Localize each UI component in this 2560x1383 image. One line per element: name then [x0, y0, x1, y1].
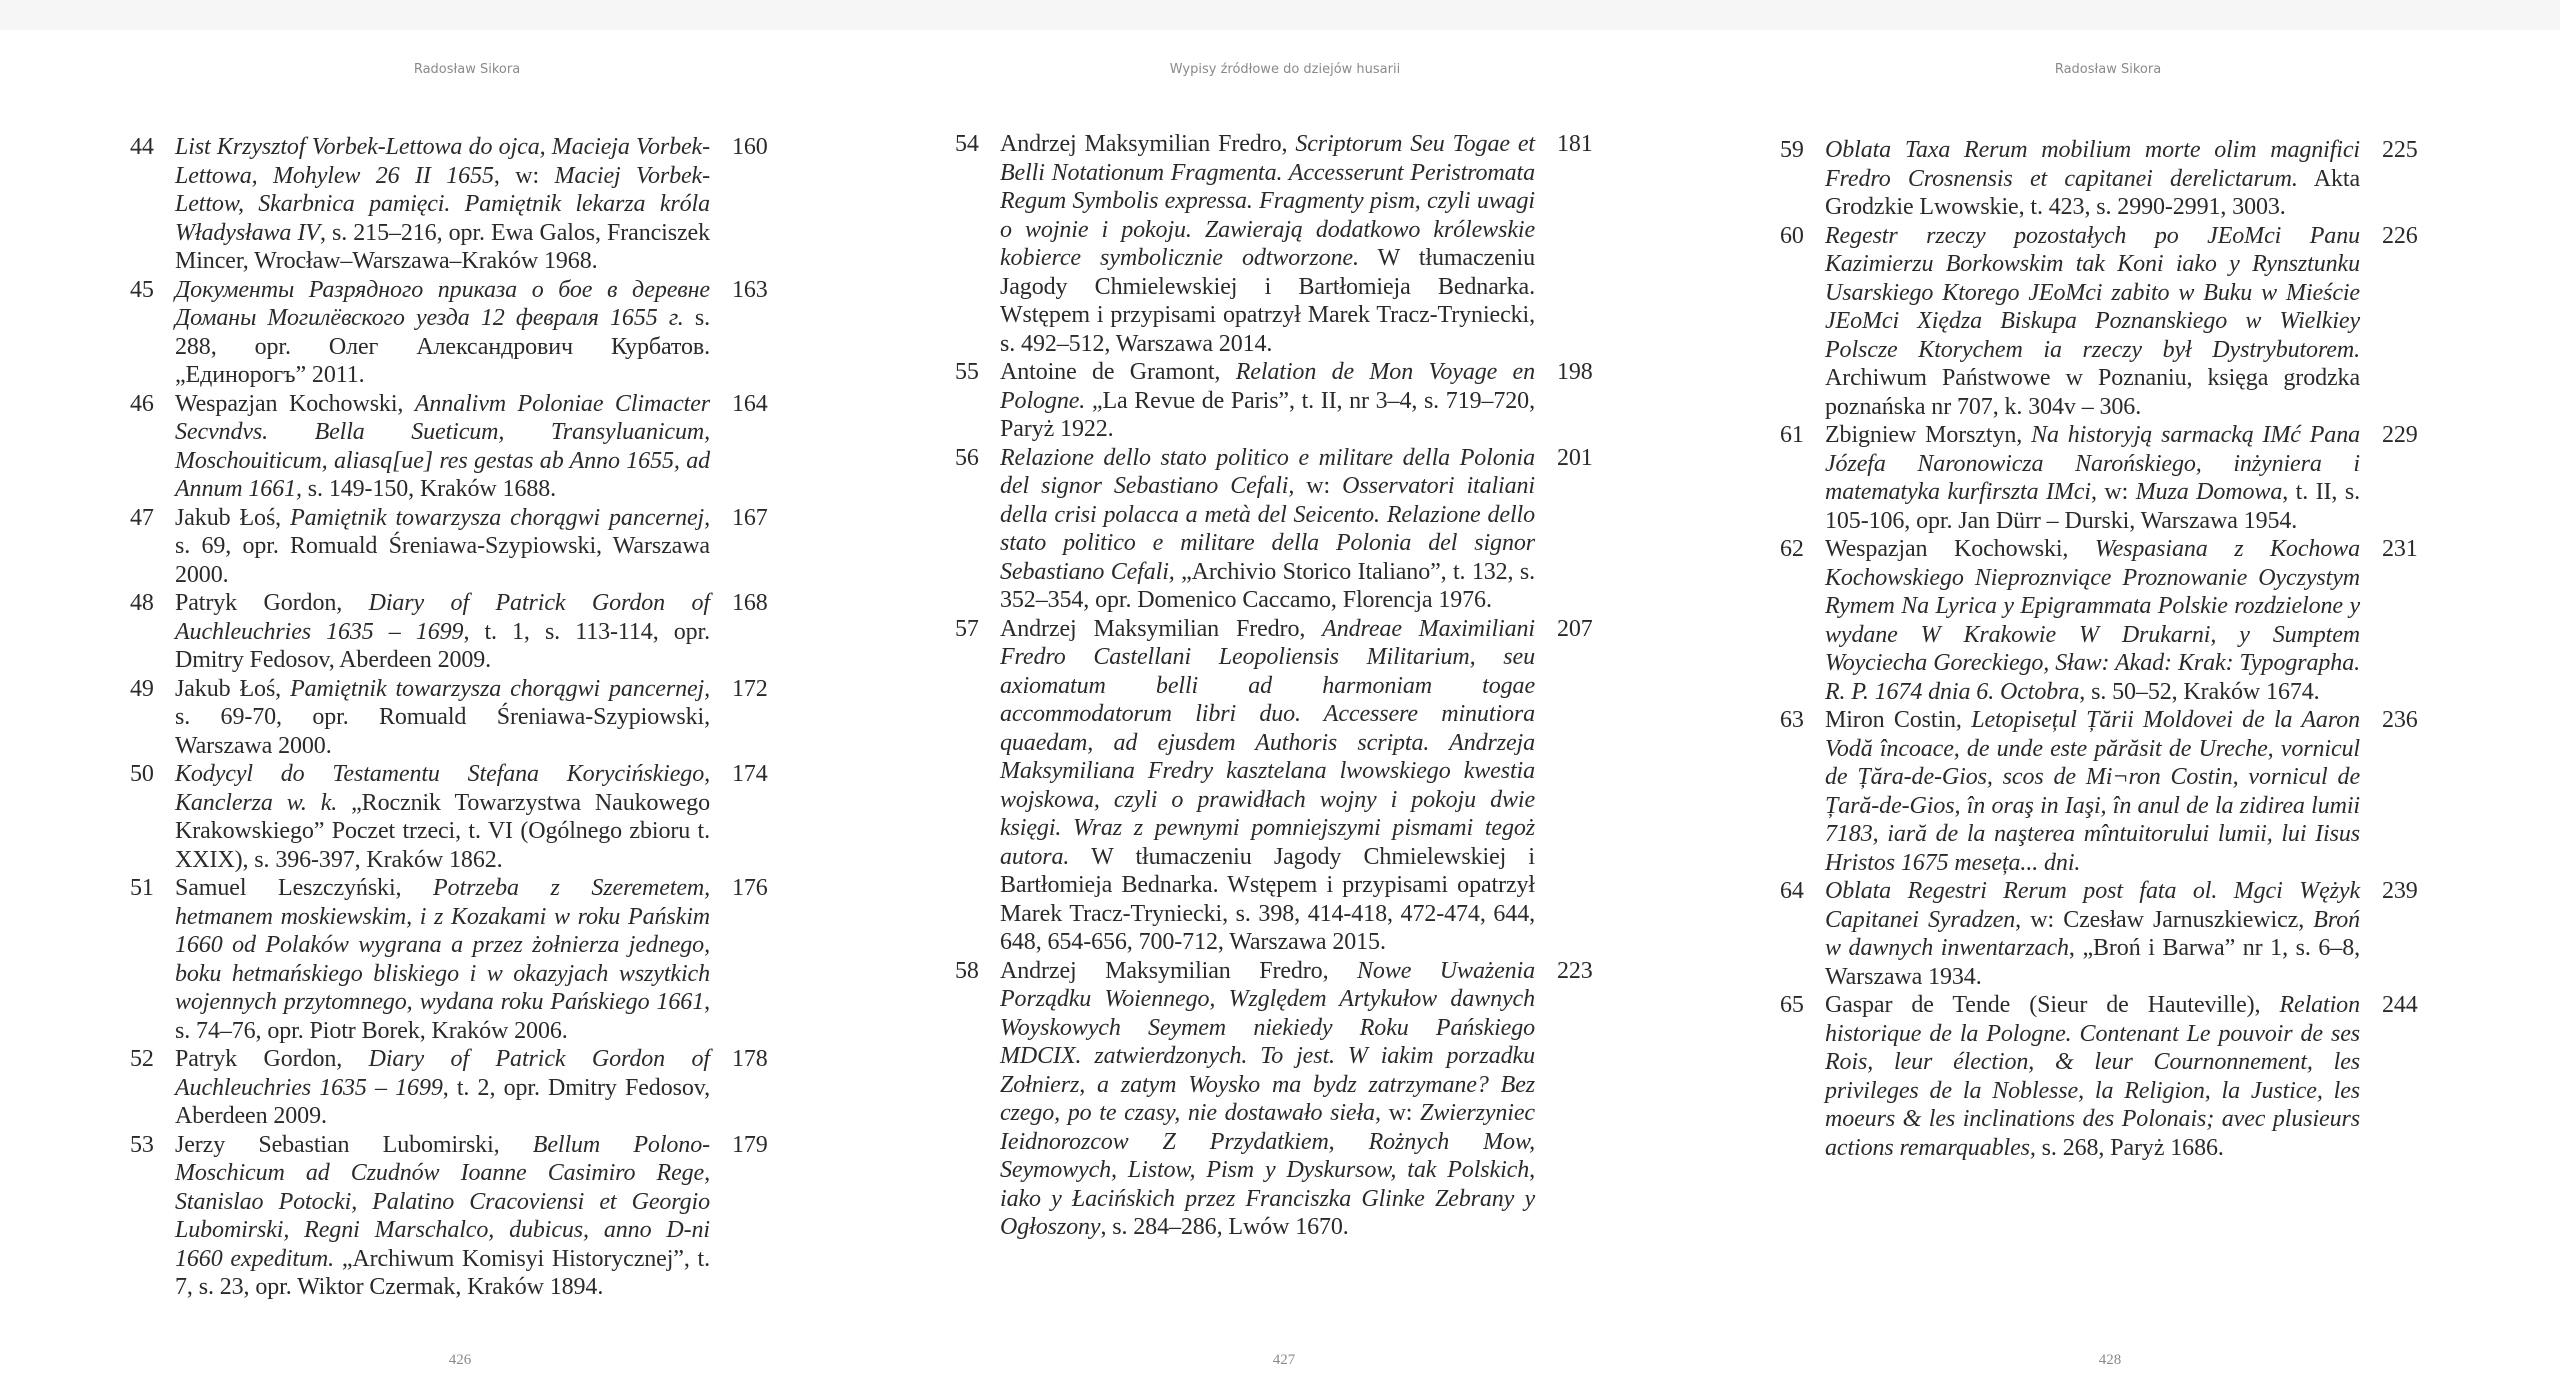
citation-title-italic: Документы Разрядного приказа о бое в деревне Доманы Могилёвского уезда 12 февраля 1655 г.: [175, 276, 710, 331]
entry-citation: [175, 1131, 710, 1302]
entry-number: 44: [130, 134, 154, 160]
citation-text: , t. II, s. 105-106, opr. Jan Dürr – Durski, Warszawa 1954.: [1825, 479, 2360, 534]
page-426-column: [130, 133, 810, 1302]
source-entry: [1780, 421, 2460, 535]
entry-page-reference: 160: [732, 134, 768, 160]
entry-citation: [1000, 957, 1535, 1242]
source-entry: [1780, 136, 2460, 222]
entry-page-reference: 226: [2382, 222, 2418, 249]
citation-title-italic: Letopisețul Țării Moldovei de la Aaron Vodă încoace, de unde este părăsit de Ureche, vornicul de Țăra-de-Gios, scos de Mi¬ron Costin, vornicul de Țară-de-Gios, în oraş in Iaşi, în anul de la zidirea lumii 7183, iară de la naşterea mîntuitorului lumii, lui Iisus Hristos 1675 meseța... dni.: [1825, 707, 2360, 876]
source-entry: [130, 504, 810, 590]
citation-title-italic: Oblata Taxa Rerum mobilium morte olim magnifici Fredro Crosnensis et capitanei derelictarum.: [1825, 137, 2360, 192]
source-entry: [130, 1131, 810, 1302]
source-entry: [955, 130, 1635, 358]
source-entry: [1780, 222, 2460, 422]
citation-text: , t. 2, opr. Dmitry Fedosov, Aberdeen 2009.: [175, 1074, 710, 1129]
citation-title-italic: Oblata Regestri Rerum post fata ol. Mgci Wężyk Capitanei Syradzen: [1825, 878, 2360, 933]
source-entry: [130, 390, 810, 504]
entry-citation: [175, 675, 710, 761]
citation-title-italic: Pamiętnik towarzysza chorągwi pancernej,: [290, 675, 710, 702]
entry-number: 53: [130, 1131, 154, 1158]
citation-text: , s. 74–76, opr. Piotr Borek, Kraków 2006.: [175, 989, 710, 1044]
citation-text: s. 268, Paryż 1686.: [2035, 1134, 2224, 1161]
entry-number: 65: [1780, 992, 1804, 1018]
citation-text: Wespazjan Kochowski,: [1825, 536, 2095, 562]
entry-number: 52: [130, 1046, 154, 1072]
running-head-center: Wypisy źródłowe do dziejów husarii: [1169, 62, 1401, 77]
citation-text: „Rocznik Towarzystwa Naukowego Krakowskiego” Poczet trzeci, t. VI (Ogólnego zbioru t. XXIX), s. 396-397, Kraków 1862.: [175, 789, 710, 873]
citation-text: Jerzy Sebastian Lubomirski,: [175, 1131, 533, 1158]
entry-number: 47: [130, 504, 154, 531]
citation-text: , s. 284–286, Lwów 1670.: [1100, 1214, 1349, 1240]
citation-text: w:: [1294, 473, 1343, 499]
entry-citation: [175, 1045, 710, 1131]
source-entry: [130, 874, 810, 1045]
entry-page-reference: 172: [732, 675, 768, 702]
citation-title-italic: Muza Domowa: [2135, 479, 2283, 505]
citation-title-italic: Pamiętnik towarzysza chorągwi pancernej,: [290, 504, 710, 531]
entry-citation: [1000, 615, 1535, 957]
entry-page-reference: 236: [2382, 707, 2418, 733]
citation-text: s. 288, opr. Олег Александрович Курбатов. „Единорогъ” 2011.: [175, 305, 710, 388]
entry-number: 64: [1780, 878, 1804, 904]
citation-title-italic: Wespasiana z Kochowa Kochowskiego Nieproznviące Proznowanie Oyczystym Rymem Na Lyrica y Epigrammata Polskie rozdzielone y wydane W Krakowie W Drukarni, y Sumptem Woyciecha Goreckiego, Sław: Akad: Krak: Typographa. R. P. 1674 dnia 6. Octobra: [1825, 536, 2360, 705]
citation-text: , t. 1, s. 113-114, opr. Dmitry Fedosov, Aberdeen 2009.: [175, 618, 710, 673]
entry-page-reference: 207: [1557, 615, 1593, 642]
entry-number: 58: [955, 957, 979, 984]
page-number-428: 428: [2098, 1352, 2122, 1368]
entry-page-reference: 229: [2382, 422, 2418, 448]
entry-page-reference: 174: [732, 761, 768, 787]
entry-number: 60: [1780, 222, 1804, 249]
running-head-right: Radosław Sikora: [2054, 62, 2162, 77]
citation-title-italic: Broń w dawnych inwentarzach: [1825, 906, 2360, 961]
entry-number: 57: [955, 615, 979, 642]
entry-citation: [1825, 535, 2360, 706]
entry-number: 51: [130, 875, 154, 901]
citation-text: Gaspar de Tende (Sieur de Hauteville),: [1825, 992, 2280, 1018]
entry-number: 54: [955, 131, 979, 157]
page-427-column: [955, 130, 1635, 1242]
entry-page-reference: 181: [1557, 131, 1593, 157]
entry-page-reference: 225: [2382, 137, 2418, 163]
entry-number: 59: [1780, 137, 1804, 163]
citation-text: , w: Czesław Jarnuszkiewicz,: [2015, 906, 2314, 933]
citation-text: Jakub Łoś,: [175, 504, 291, 531]
entry-citation: [1825, 222, 2360, 422]
citation-text: Andrzej Maksymilian Fredro,: [1000, 957, 1358, 984]
citation-text: „La Revue de Paris”, t. II, nr 3–4, s. 719–720, Paryż 1922.: [1000, 387, 1535, 442]
citation-text: „Archivio Storico Italiano”, t. 132, s. 352–354, opr. Domenico Caccamo, Florencja 1976.: [1000, 558, 1535, 613]
citation-title-italic: Kodycyl do Testamentu Stefana Korycińskiego, Kanclerza w. k.: [175, 761, 710, 816]
citation-text: s. 69, opr. Romuald Śreniawa-Szypiowski, Warszawa 2000.: [175, 533, 710, 588]
citation-title-italic: List Krzysztof Vorbek-Lettowa do ojca, Macieja Vorbek-Lettowa, Mohylew 26 II 1655: [175, 134, 710, 189]
citation-title-italic: Potrzeba z Szeremetem, hetmanem moskiewskim, i z Kozakami w roku Pańskim 1660 od Polaków wygrana a przez żołnierza jednego, boku hetmańskiego bliskiego i w okazyjach wszytkich wojennych przytomnego, wydana roku Pańskiego 1661: [175, 875, 711, 1015]
citation-text: , s. 215–216, opr. Ewa Galos, Franciszek Mincer, Wrocław–Warszawa–Kraków 1968.: [175, 219, 710, 274]
entry-citation: [1000, 444, 1535, 615]
page-number-427: 427: [1272, 1352, 1296, 1368]
entry-page-reference: 231: [2382, 536, 2418, 562]
citation-title-italic: Bellum Polono-Moschicum ad Czudnów Ioanne Casimiro Rege, Stanislao Potocki, Palatino Cracoviensi et Georgio Lubomirski, Regni Marschalco, dubicus, anno D-ni 1660 expeditum.: [175, 1131, 710, 1272]
citation-text: Patryk Gordon,: [175, 590, 369, 616]
page-428-column: [1780, 136, 2460, 1162]
source-entry: [130, 1045, 810, 1131]
entry-page-reference: 223: [1557, 957, 1593, 984]
entry-page-reference: 163: [732, 276, 768, 303]
citation-title-italic: Nowe Uważenia Porządku Woiennego, Względem Artykułow dawnych Woyskowych Seymem niekiedy Roku Pańskiego MDCIX. zatwierdzonych. To jest. W iakim porzadku Zołnierz, a zatym Woysko ma bydz zatrzymane? Bez czego, po te czasy, nie dostawało sieła,: [1000, 957, 1536, 1126]
entry-page-reference: 179: [732, 1131, 768, 1158]
citation-text: s. 69-70, opr. Romuald Śreniawa-Szypiowski, Warszawa 2000.: [175, 704, 710, 759]
entry-citation: [175, 133, 710, 276]
entry-page-reference: 167: [732, 504, 768, 531]
entry-citation: [1825, 421, 2360, 535]
source-entry: [955, 444, 1635, 615]
citation-title-italic: Osservatori italiani della crisi polacca a metà del Seicento. Relazione dello stato politico e militare della Polonia del signor Sebastiano Cefali,: [1000, 473, 1535, 585]
entry-page-reference: 164: [732, 390, 768, 417]
citation-text: Miron Costin,: [1825, 707, 1972, 733]
citation-text: „Archiwum Komisyi Historycznej”, t. 7, s. 23, opr. Wiktor Czermak, Kraków 1894.: [175, 1245, 710, 1300]
entry-number: 63: [1780, 707, 1804, 733]
entry-citation: [1000, 358, 1535, 444]
entry-number: 49: [130, 675, 154, 702]
citation-title-italic: Regestr rzeczy pozostałych po JEoMci Panu Kazimierzu Borkowskim tak Koni iako y Rynsztunku Usarskiego Ktorego JEoMci zabito w Buku w Mieście JEoMci Xiędza Biskupa Poznanskiego w Wielkiey Polscze Ktorychem ia rzeczy był Dystrybutorem.: [1825, 222, 2360, 363]
citation-title-italic: Scriptorum Seu Togae et Belli Notationum Fragmenta. Accesserunt Peristromata Regum Symbolis expressa. Fragmenty pism, czyli uwagi o wojnie i pokoju. Zawierają dodatkowo królewskie kobierce symbolicznie odtworzone.: [1000, 131, 1535, 271]
citation-text: Antoine de Gramont,: [1000, 359, 1236, 385]
citation-title-italic: Andreae Maximiliani Fredro Castellani Leopoliensis Militarium, seu axiomatum belli ad harmoniam togae accommodatorum libri duo. Accessere minutiora quaedam, ad ejusdem Authoris scripta. Andrzeja Maksymiliana Fredry kasztelana lwowskiego kwestia wojskowa, czyli o prawidłach wojny i pokoju dwie księgi. Wraz z pewnymi pomniejszymi pismami tegoż autora.: [1000, 615, 1535, 870]
citation-text: w:: [1380, 1100, 1421, 1126]
citation-title-italic: Diary of Patrick Gordon of Auchleuchries 1635 – 1699: [175, 590, 710, 645]
entry-number: 56: [955, 444, 979, 471]
citation-title-italic: Diary of Patrick Gordon of Auchleuchries 1635 – 1699: [175, 1046, 710, 1101]
citation-text: Andrzej Maksymilian Fredro,: [1000, 615, 1323, 642]
citation-title-italic: Relation historique de la Pologne. Contenant Le pouvoir de ses Rois, leur élection, & leur Cournonnement, les privileges de la Noblesse, la Religion, la Justice, les moeurs & les inclinations des Polonais; avec plusieurs actions remarquables,: [1825, 992, 2360, 1161]
entry-citation: [1825, 706, 2360, 877]
source-entry: [955, 615, 1635, 957]
source-entry: [130, 276, 810, 390]
source-entry: [130, 760, 810, 874]
source-entry: [1780, 877, 2460, 991]
entry-citation: [1825, 877, 2360, 991]
entry-citation: [175, 760, 710, 874]
entry-number: 45: [130, 276, 154, 303]
source-entry: [1780, 706, 2460, 877]
entry-number: 55: [955, 359, 979, 385]
entry-number: 62: [1780, 536, 1804, 562]
source-entry: [955, 358, 1635, 444]
entry-number: 48: [130, 590, 154, 616]
citation-text: Jakub Łoś,: [175, 675, 291, 702]
citation-title-italic: Na historyją sarmacką IMć Pana Józefa Naronowicza Narońskiego, inżyniera i matematyka kurfirszta IMci: [1825, 422, 2360, 505]
citation-title-italic: Maciej Vorbek-Lettow, Skarbnica pamięci. Pamiętnik lekarza króla Władysława IV: [175, 162, 710, 246]
entry-page-reference: 244: [2382, 992, 2418, 1018]
citation-text: Wespazjan Kochowski,: [175, 390, 415, 417]
entry-page-reference: 178: [732, 1046, 768, 1072]
entry-citation: [1825, 136, 2360, 222]
citation-text: Samuel Leszczyński,: [175, 875, 434, 901]
source-entry: [1780, 535, 2460, 706]
entry-page-reference: 176: [732, 875, 768, 901]
entry-citation: [175, 874, 710, 1045]
citation-title-italic: Relazione dello stato politico e militare della Polonia del signor Sebastiano Cefali,: [1000, 444, 1535, 499]
entry-citation: [175, 504, 710, 590]
entry-number: 61: [1780, 422, 1804, 448]
entry-number: 46: [130, 390, 154, 417]
citation-text: Akta Grodzkie Lwowskie, t. 423, s. 2990-2991, 3003.: [1825, 165, 2360, 220]
citation-text: , „Broń i Barwa” nr 1, s. 6–8, Warszawa 1934.: [1825, 935, 2360, 990]
citation-text: W tłumaczeniu Jagody Chmielewskiej i Bartłomieja Bednarka. Wstępem i przypisami opatrzył Marek Tracz-Tryniecki, s. 398, 414-418, 472-474, 644, 648, 654-656, 700-712, Warszawa 2015.: [1000, 843, 1535, 955]
scan-top-band: [0, 0, 2560, 30]
entry-page-reference: 239: [2382, 878, 2418, 904]
source-entry: [130, 589, 810, 675]
citation-text: , w:: [493, 162, 555, 189]
citation-text: , s. 50–52, Kraków 1674.: [2079, 678, 2320, 705]
citation-title-italic: Relation de Mon Voyage en Pologne.: [1000, 359, 1535, 414]
citation-text: Andrzej Maksymilian Fredro,: [1000, 131, 1296, 157]
source-entry: [1780, 991, 2460, 1162]
citation-title-italic: Annalivm Poloniae Climacter Secvndvs. Bella Sueticum, Transyluanicum, Moschouiticum, aliasq[ue] res gestas ab Anno 1655, ad Annum 1661,: [175, 390, 710, 502]
citation-text: W tłumaczeniu Jagody Chmielewskiej i Bartłomieja Bednarka. Wstępem i przypisami opatrzył Marek Tracz-Tryniecki, s. 492–512, Warszawa 2014.: [1000, 245, 1535, 357]
entry-page-reference: 168: [732, 590, 768, 616]
running-head-left: Radosław Sikora: [413, 62, 521, 77]
citation-title-italic: Zwierzyniec Ieidnorozcow Z Przydatkiem, Rożnych Mow, Seymowych, Listow, Pism y Dyskursow, tak Polskich, iako y Łacińskich przez Franciszka Glinke Zebrany y Ogłoszony: [1000, 1100, 1535, 1240]
entry-number: 50: [130, 761, 154, 787]
entry-citation: [1000, 130, 1535, 358]
source-entry: [955, 957, 1635, 1242]
entry-citation: [175, 589, 710, 675]
citation-text: , w:: [2090, 479, 2136, 505]
citation-text: Zbigniew Morsztyn,: [1825, 422, 2032, 448]
entry-citation: [1825, 991, 2360, 1162]
entry-citation: [175, 390, 710, 504]
page-number-426: 426: [448, 1352, 472, 1368]
entry-page-reference: 198: [1557, 359, 1593, 385]
citation-text: Patryk Gordon,: [175, 1046, 369, 1072]
citation-text: s. 149-150, Kraków 1688.: [301, 476, 557, 502]
entry-citation: [175, 276, 710, 390]
citation-text: Archiwum Państwowe w Poznaniu, księga grodzka poznańska nr 707, k. 304v – 306.: [1825, 365, 2360, 420]
source-entry: [130, 133, 810, 276]
entry-page-reference: 201: [1557, 444, 1593, 471]
source-entry: [130, 675, 810, 761]
